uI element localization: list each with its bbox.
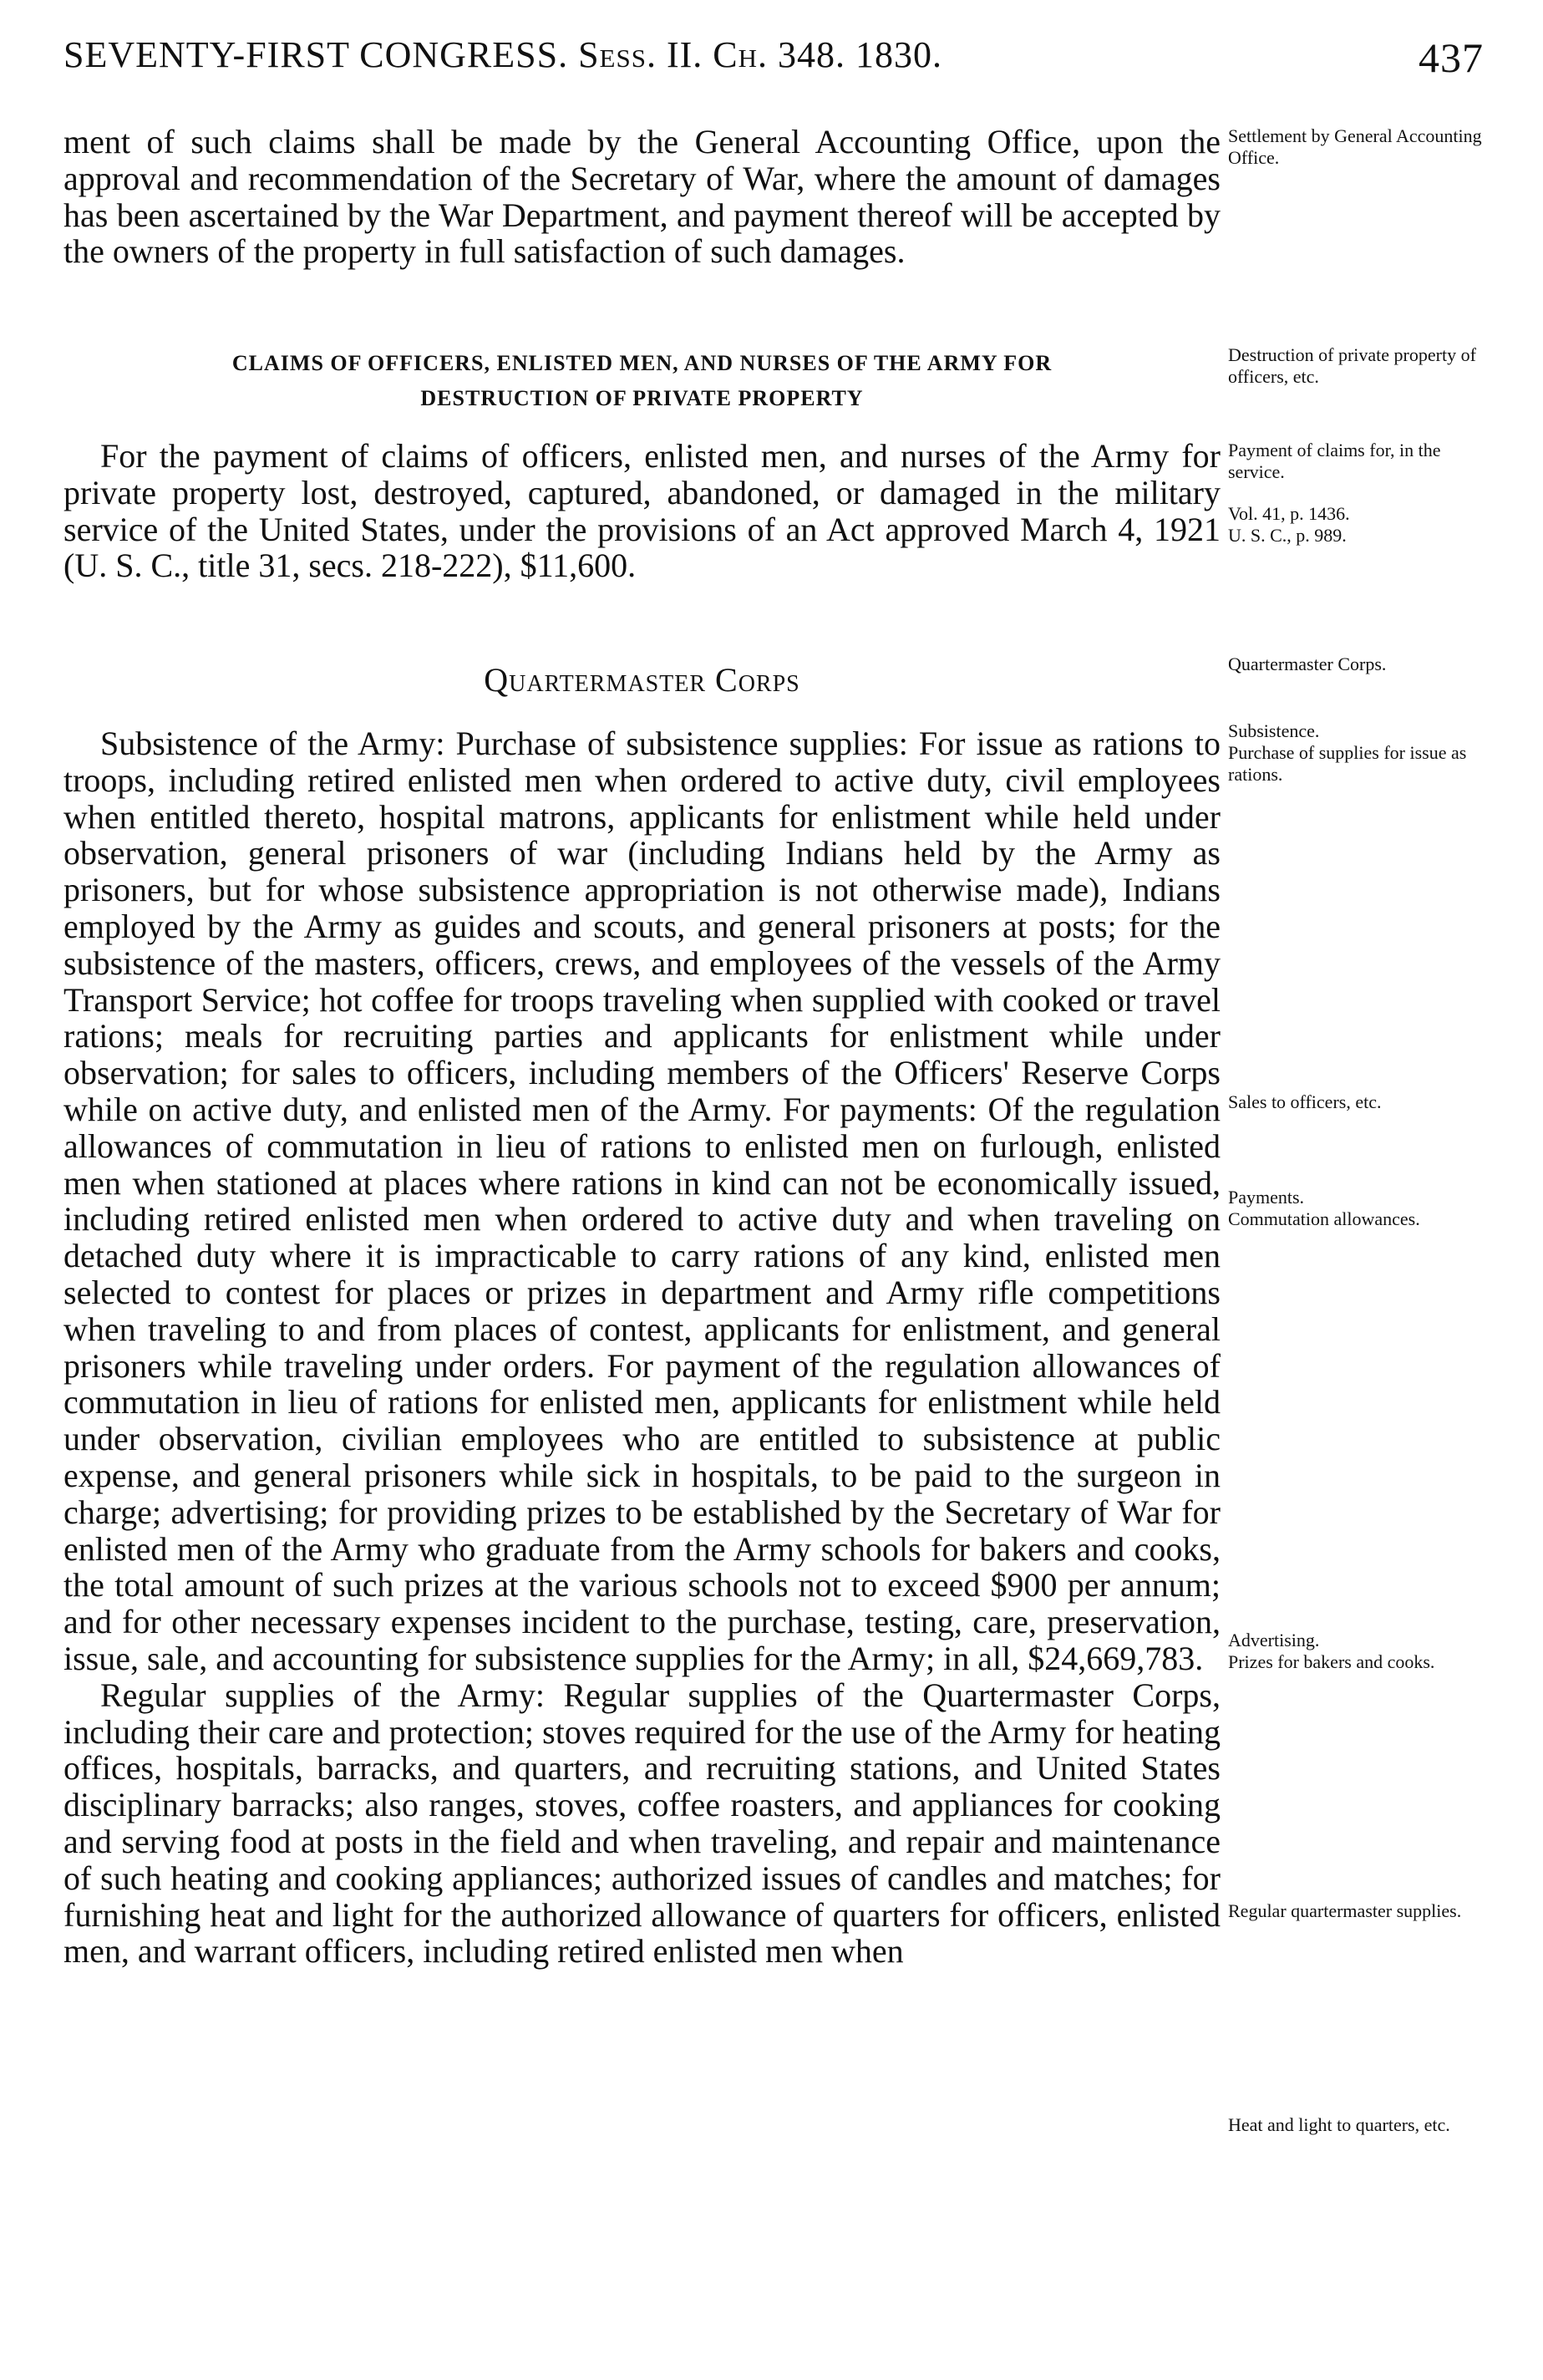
paragraph-claims: For the payment of claims of officers, enlisted men, and nurses of the Army for private property lost, destroyed, captured, abandoned, or damaged in the military service of the United States, under the provisions of an Act approved March 4, 1921 (U. S. C., title 31, secs. 218-222), $11,600.: [63, 437, 1221, 585]
section-subsistence: [63, 725, 1221, 1970]
paragraph-regular-supplies: Regular supplies of the Army: Regular supplies of the Quartermaster Corps, including their care and protection; stoves required for the use of the Army for heating offices, hospitals, barracks, and quarters, and recruiting stations, and United States disciplinary barracks; also ranges, stoves, coffee roasters, and appliances for cooking and serving food at posts in the field and when traveling, and repair and maintenance of such heating and cooking appliances; authorized issues of candles and matches; for furnishing heat and light for the authorized allowance of quarters for officers, enlisted men, and warrant officers, including retired enlisted men when: [63, 1676, 1221, 1971]
margin-note-heat-light: Heat and light to quarters, etc.: [1228, 2114, 1450, 2135]
margin-note-purchase: Purchase of supplies for issue as rations.: [1228, 742, 1467, 785]
margin-note-regular: Regular quartermaster supplies.: [1228, 1900, 1462, 1921]
margin-note-payments: Payments.: [1228, 1187, 1305, 1208]
year-label: 1830.: [855, 34, 943, 75]
margin-note-prizes: Prizes for bakers and cooks.: [1228, 1651, 1435, 1672]
margin-note-qm-corps: Quartermaster Corps.: [1228, 653, 1387, 674]
margin-note-payment-claims: Payment of claims for, in the service.: [1228, 440, 1441, 482]
heading-claims-line2: DESTRUCTION OF PRIVATE PROPERTY: [420, 386, 864, 410]
paragraph-settlement: ment of such claims shall be made by the General Accounting Office, upon the approval and recommendation of the Secretary of War, where the amount of damages has been ascertained by the War Department, and payment thereof will be accepted by the owners of the property in full satisfaction of such damages.: [63, 123, 1221, 271]
page-header: [63, 33, 1484, 92]
session-label: Sess. II.: [578, 34, 703, 75]
margin-note-settlement: Settlement by General Accounting Office.: [1228, 125, 1482, 168]
margin-note-usc-ref: U. S. C., p. 989.: [1228, 525, 1347, 546]
margin-note-subsistence: Subsistence.: [1228, 720, 1320, 741]
running-head: [63, 33, 942, 76]
heading-quartermaster: Quartermaster Corps: [484, 661, 800, 699]
page-number: 437: [1419, 34, 1484, 81]
chapter-label: Ch. 348.: [713, 34, 846, 75]
paragraph-subsistence: Subsistence of the Army: Purchase of subsistence supplies: For issue as rations to troops, including retired enlisted men when ordered to active duty, civil employees when entitled thereto, hospital matrons, applicants for enlistment while held under observation, general prisoners of war (including Indians held by the Army as prisoners, but for whose subsistence appropriation is not otherwise made), Indians employed by the Army as guides and scouts, and general prisoners at posts; for the subsistence of the masters, officers, crews, and employees of the vessels of the Army Transport Service; hot coffee for troops traveling when supplied with cooked or travel rations; meals for recruiting parties and applicants for enlistment while under observation; for sales to officers, including members of the Officers' Reserve Corps while on active duty, and enlisted men of the Army. For payments: Of the regulation allowances of commutation in lieu of rations to enlisted men on furlough, enlisted men when stationed at places where rations in kind can not be economically issued, including retired enlisted men when ordered to active duty and when traveling on detached duty where it is impracticable to carry rations of any kind, enlisted men selected to contest for places or prizes in department and Army rifle competitions when traveling to and from places of contest, applicants for enlistment, and general prisoners while traveling under orders. For payment of the regulation allowances of commutation in lieu of rations for enlisted men, applicants for enlistment while held under observation, civilian employees who are entitled to subsistence at public expense, and general prisoners while sick in hospitals, to be paid to the surgeon in charge; advertising; for providing prizes to be established by the Secretary of War for enlisted men of the Army who graduate from the Army schools for bakers and cooks, the total amount of such prizes at the various schools not to exceed $900 per annum; and for other necessary expenses incident to the purchase, testing, care, preservation, issue, sale, and accounting for subsistence supplies for the Army; in all, $24,669,783.: [63, 725, 1221, 1677]
congress-title: SEVENTY-FIRST CONGRESS.: [63, 34, 569, 75]
heading-claims-line1: CLAIMS OF OFFICERS, ENLISTED MEN, AND NURSES OF THE ARMY FOR: [231, 351, 1053, 375]
margin-note-sales: Sales to officers, etc.: [1228, 1091, 1382, 1112]
margin-note-advertising: Advertising.: [1228, 1630, 1320, 1650]
heading-claims: [63, 346, 1221, 416]
margin-note-vol-ref: Vol. 41, p. 1436.: [1228, 503, 1350, 524]
section-settlement: [63, 124, 1221, 270]
margin-note-destruction: Destruction of private property of officers, etc.: [1228, 344, 1476, 387]
margin-note-commutation: Commutation allowances.: [1228, 1208, 1420, 1229]
section-claims: [63, 438, 1221, 584]
